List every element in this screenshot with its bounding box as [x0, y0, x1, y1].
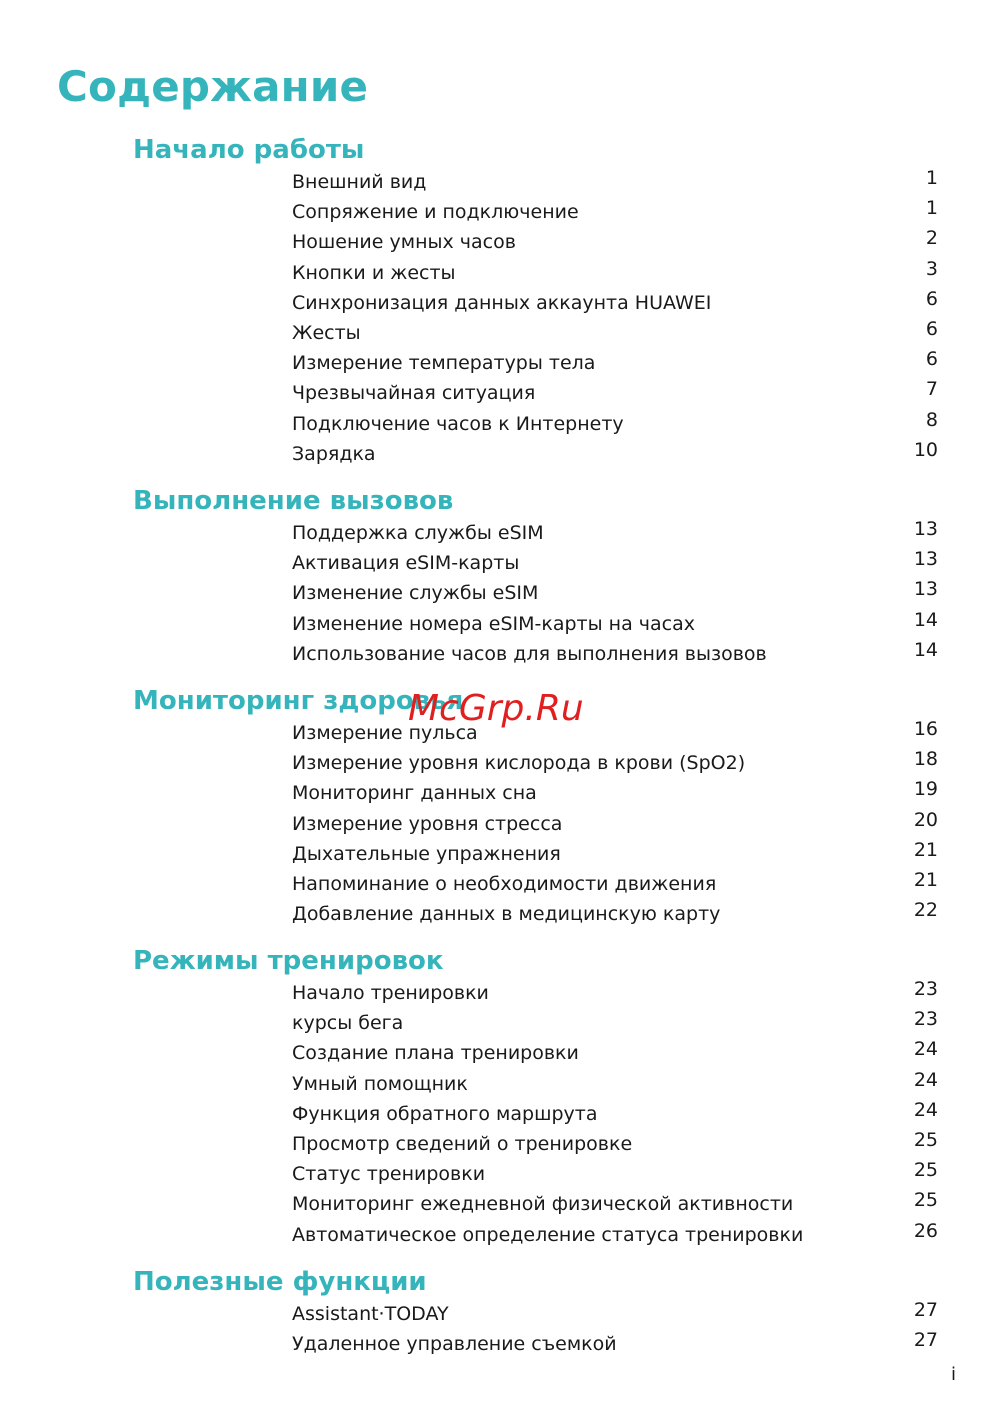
toc-entry-page-number: 24	[913, 1098, 938, 1121]
toc-entry-title[interactable]: Использование часов для выполнения вызовов	[292, 642, 767, 665]
toc-entry[interactable]	[0, 1159, 1000, 1193]
page-title: Содержание	[57, 62, 369, 111]
toc-entry-title[interactable]: Измерение уровня кислорода в крови (SpO2)	[292, 752, 746, 775]
toc-entry-title[interactable]: Статус тренировки	[292, 1163, 486, 1186]
toc-entry-list	[0, 518, 1000, 673]
toc-entry-page-number: 21	[913, 838, 938, 861]
toc-entry[interactable]	[0, 257, 1000, 292]
toc-entry-page-number: 19	[913, 778, 938, 801]
toc-entry-title[interactable]: курсы бега	[292, 1012, 404, 1035]
toc-entry-page-number: 26	[913, 1219, 938, 1242]
toc-entry[interactable]	[0, 899, 1000, 933]
toc-entry[interactable]	[0, 838, 1000, 873]
toc-entry-title[interactable]: Напоминание о необходимости движения	[292, 872, 717, 895]
toc-entry-title[interactable]: Добавление данных в медицинскую карту	[292, 903, 721, 926]
page-number: i	[950, 1364, 956, 1385]
toc-entry-page-number: 23	[913, 978, 938, 1000]
toc-entry-page-number: 24	[913, 1038, 938, 1061]
toc-entry-title[interactable]: Функция обратного маршрута	[292, 1102, 598, 1125]
toc-entry[interactable]	[0, 348, 1000, 382]
toc-entry[interactable]	[0, 1299, 1000, 1333]
toc-entry-page-number: 13	[913, 578, 938, 601]
toc-entry[interactable]	[0, 608, 1000, 643]
toc-entry-page-number: 7	[925, 378, 938, 401]
toc-entry-title[interactable]: Создание плана тренировки	[292, 1042, 579, 1065]
section-heading[interactable]: Выполнение вызовов	[133, 486, 454, 516]
toc-entry-page-number: 3	[925, 257, 938, 280]
section-heading[interactable]: Режимы тренировок	[133, 946, 444, 976]
toc-entry[interactable]	[0, 167, 1000, 201]
toc-entry[interactable]	[0, 808, 1000, 843]
toc-entry-list	[0, 167, 1000, 473]
toc-entry[interactable]	[0, 578, 1000, 612]
toc-entry-page-number: 14	[913, 638, 938, 661]
toc-entry[interactable]	[0, 518, 1000, 552]
toc-entry-page-number: 6	[925, 287, 938, 310]
toc-entry-page-number: 27	[913, 1299, 938, 1321]
toc-entry-page-number: 10	[913, 438, 938, 461]
toc-entry-title[interactable]: Измерение температуры тела	[292, 352, 596, 375]
toc-entry-page-number: 25	[913, 1189, 938, 1212]
toc-entry-title[interactable]: Измерение уровня стресса	[292, 812, 563, 835]
toc-entry-page-number: 27	[913, 1329, 938, 1352]
toc-entry-title[interactable]: Жесты	[292, 321, 361, 344]
toc-entry[interactable]	[0, 748, 1000, 782]
toc-entry-title[interactable]: Кнопки и жесты	[292, 261, 456, 284]
toc-entry[interactable]	[0, 548, 1000, 582]
toc-entry-title[interactable]: Просмотр сведений о тренировке	[292, 1132, 633, 1155]
toc-entry-list	[0, 1299, 1000, 1363]
toc-entry[interactable]	[0, 1038, 1000, 1072]
toc-entry[interactable]	[0, 1329, 1000, 1363]
toc-entry-title[interactable]: Сопряжение и подключение	[292, 201, 579, 224]
toc-entry[interactable]	[0, 378, 1000, 412]
toc-entry[interactable]	[0, 408, 1000, 443]
toc-entry-title[interactable]: Ношение умных часов	[292, 231, 516, 254]
toc-entry-page-number: 13	[913, 548, 938, 571]
toc-entry-title[interactable]: Зарядка	[292, 442, 376, 465]
toc-entry[interactable]	[0, 1219, 1000, 1254]
toc-entry[interactable]	[0, 778, 1000, 812]
toc-entry-page-number: 24	[913, 1068, 938, 1091]
toc-entry-page-number: 20	[913, 808, 938, 831]
toc-entry-title[interactable]: Синхронизация данных аккаунта HUAWEI	[292, 291, 712, 314]
toc-entry-page-number: 1	[925, 167, 938, 189]
toc-entry-page-number: 25	[913, 1128, 938, 1151]
toc-entry-title[interactable]: Assistant·TODAY	[292, 1303, 449, 1325]
toc-entry-title[interactable]: Поддержка службы eSIM	[292, 522, 544, 544]
section-heading[interactable]: Начало работы	[133, 135, 365, 165]
toc-entry-title[interactable]: Мониторинг ежедневной физической активности	[292, 1193, 794, 1216]
toc-entry-page-number: 2	[925, 227, 938, 250]
toc-entry-list	[0, 718, 1000, 933]
toc-entry[interactable]	[0, 868, 1000, 903]
toc-entry-title[interactable]: Внешний вид	[292, 171, 427, 193]
toc-entry[interactable]	[0, 978, 1000, 1012]
toc-entry[interactable]	[0, 317, 1000, 352]
toc-entry-page-number: 6	[925, 348, 938, 371]
toc-entry-page-number: 18	[913, 748, 938, 771]
toc-entry[interactable]	[0, 1189, 1000, 1223]
toc-entry-page-number: 6	[925, 317, 938, 340]
toc-entry-title[interactable]: Дыхательные упражнения	[292, 842, 561, 865]
watermark: McGrp.Ru	[408, 688, 584, 729]
toc-entry-title[interactable]: Изменение номера eSIM-карты на часах	[292, 612, 695, 635]
toc-entry-page-number: 23	[913, 1008, 938, 1031]
toc-entry-title[interactable]: Изменение службы eSIM	[292, 582, 539, 605]
toc-entry-title[interactable]: Мониторинг данных сна	[292, 782, 537, 805]
toc-entry-title[interactable]: Удаленное управление съемкой	[292, 1333, 617, 1356]
toc-entry[interactable]	[0, 1098, 1000, 1133]
section-heading[interactable]: Полезные функции	[133, 1267, 427, 1297]
toc-entry-page-number: 14	[913, 608, 938, 631]
toc-entry-page-number: 21	[913, 868, 938, 891]
toc-entry[interactable]	[0, 438, 1000, 473]
toc-entry-title[interactable]: Подключение часов к Интернету	[292, 412, 624, 435]
toc-entry[interactable]	[0, 1068, 1000, 1103]
toc-entry[interactable]	[0, 638, 1000, 673]
toc-entry-page-number: 22	[913, 899, 938, 922]
toc-entry-list	[0, 978, 1000, 1254]
toc-entry[interactable]	[0, 227, 1000, 261]
toc-entry-page-number: 1	[925, 197, 938, 220]
toc-entry-page-number: 13	[913, 518, 938, 540]
toc-entry-title[interactable]: Начало тренировки	[292, 982, 489, 1004]
toc-entry-title[interactable]: Умный помощник	[292, 1072, 468, 1095]
toc-entry-page-number: 25	[913, 1159, 938, 1182]
toc-entry-page-number: 16	[913, 718, 938, 740]
section-heading[interactable]: Мониторинг здоровья	[133, 686, 464, 716]
toc-entry[interactable]	[0, 287, 1000, 322]
toc-entry-title[interactable]: Чрезвычайная ситуация	[292, 382, 536, 405]
toc-entry-title[interactable]: Автоматическое определение статуса тренировки	[292, 1223, 804, 1246]
toc-entry-title[interactable]: Активация eSIM-карты	[292, 552, 520, 575]
toc-entry[interactable]	[0, 1128, 1000, 1163]
toc-entry[interactable]	[0, 1008, 1000, 1042]
toc-entry-page-number: 8	[925, 408, 938, 431]
toc-entry-title[interactable]: Измерение пульса	[292, 722, 478, 744]
toc-entry[interactable]	[0, 197, 1000, 231]
